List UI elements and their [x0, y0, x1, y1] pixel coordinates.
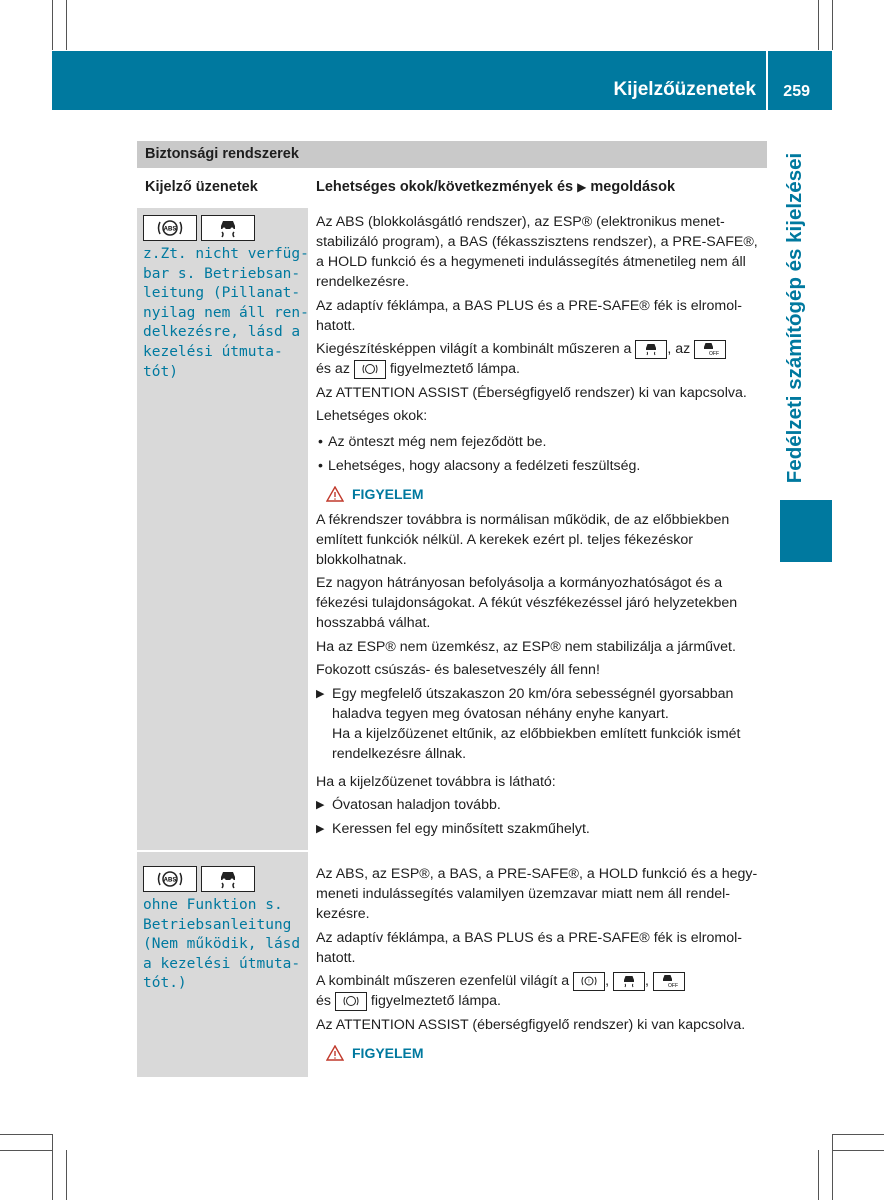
page-number: 259 [783, 83, 810, 100]
paragraph: Ha a kijelzőüzenet eltűnik, az előbbiekben említett funkciók ismét rendelkezésre állnak. [332, 725, 741, 762]
page-title: Kijelzőüzenetek [613, 79, 756, 100]
table-row [137, 208, 767, 850]
paragraph: Az ATTENTION ASSIST (Éberségfigyelő rendszer) ki van kapcsolva. [316, 384, 747, 401]
action-item [316, 684, 761, 764]
esp-skid-icon [613, 972, 645, 991]
warning-heading [316, 484, 761, 504]
crop-mark [818, 1150, 819, 1200]
esp-off-icon [653, 972, 685, 991]
display-message-text: z.Zt. nicht verfüg- bar s. Betriebsan- leitung (Pillanat- nyilag nem áll ren- delkezésre, lásd a kezelési útmuta- tót) [143, 246, 309, 380]
paragraph: Ha a kijelzőüzenet továbbra is látható: [316, 773, 556, 790]
message-table [137, 141, 767, 1077]
column-header-display: Kijelző üzenetek [145, 179, 258, 195]
brake-icon [573, 972, 605, 991]
paragraph-text: figyelmeztető lámpa. [389, 361, 520, 377]
paragraph-text: figyelmeztető lámpa. [370, 993, 502, 1009]
arrow-right-icon: ▶ [316, 687, 325, 700]
paragraph-text: A kombinált műszeren ezenfelül világít a [316, 973, 570, 989]
page-header [52, 51, 832, 110]
crop-mark [832, 1134, 833, 1200]
brake-icon [354, 360, 386, 379]
paragraph: A fékrendszer továbbra is normálisan működik, de az előbbiekben említett funkciók nélkül. A kerekek ezért pl. teljes fékezéskor blokkolhatnak. [316, 511, 730, 568]
paragraph: A kombinált műszeren ezenfelül világít a ! , , OFF és figyelmeztető lámpa. [316, 971, 761, 1011]
esp-skid-icon [201, 215, 255, 241]
warning-triangle-icon [326, 1045, 344, 1061]
esp-skid-icon [201, 866, 255, 892]
crop-mark [832, 0, 833, 50]
paragraph-text: és az [316, 361, 350, 377]
table-header-row [137, 168, 767, 208]
paragraph: Az adaptív féklámpa, a BAS PLUS és a PRE-SAFE® fék is elromolhatott. [316, 929, 743, 966]
paragraph-text: és [316, 993, 331, 1009]
paragraph-text: , az [667, 341, 691, 357]
causes-cell [308, 208, 767, 850]
arrow-right-icon: ▶ [316, 799, 325, 811]
crop-mark [0, 1150, 52, 1151]
paragraph: Óvatosan haladjon tovább. [332, 797, 501, 813]
column-header-causes: Lehetséges okok/következmények és ▶ megoldások [316, 179, 676, 195]
abs-icon [143, 215, 197, 241]
paragraph: Lehetséges okok: [316, 408, 428, 424]
svg-text:!: ! [588, 979, 590, 985]
svg-text:ABS: ABS [163, 226, 177, 233]
paragraph-text: Kiegészítésképpen világít a kombinált műszeren a [316, 341, 632, 357]
paragraph: Ez nagyon hátrányosan befolyásolja a kormányozhatóságot és a fékezési tulajdonságokat. A fékút vészfékezéssel járó helyzetekben hosszabbá válhat. [316, 575, 738, 631]
paragraph: Keressen fel egy minősített szakműhelyt. [332, 820, 590, 837]
warning-label: FIGYELEM [352, 1044, 424, 1061]
paragraph: Egy megfelelő útszakaszon 20 km/óra sebességnél gyorsabban haladva tegyen meg óvatosan néhány enyhe kanyart. [332, 685, 734, 722]
esp-off-icon [694, 340, 726, 359]
crop-mark [832, 1150, 884, 1151]
esp-skid-icon [635, 340, 667, 359]
crop-mark [52, 1134, 53, 1200]
warning-heading [316, 1043, 761, 1063]
crop-mark [818, 0, 819, 50]
crop-mark [0, 1134, 52, 1135]
list-item: • Lehetséges, hogy alacsony a fedélzeti feszültség. [316, 456, 761, 476]
warning-label: FIGYELEM [352, 485, 424, 502]
paragraph: Fokozott csúszás- és balesetveszély áll fenn! [316, 662, 600, 678]
svg-text:OFF: OFF [709, 351, 720, 356]
action-item [316, 795, 761, 815]
paragraph: Ha az ESP® nem üzemkész, az ESP® nem stabilizálja a járművet. [316, 638, 736, 655]
display-message-cell [137, 852, 308, 1077]
crop-mark [66, 1150, 67, 1200]
action-item [316, 819, 761, 839]
table-row [137, 852, 767, 1077]
causes-cell [308, 852, 767, 1077]
list-item: • Az önteszt még nem fejeződött be. [316, 432, 761, 452]
abs-icon [143, 866, 197, 892]
paragraph: Az ABS, az ESP®, a BAS, a PRE-SAFE®, a HOLD funkció és a hegymeneti indulássegítés valamilyen üzemzavar miatt nem áll rendelkezésre. [316, 866, 758, 922]
paragraph: Az ABS (blokkolásgátló rendszer), az ESP® (elektronikus menetstabilizáló program), a BAS (fékasszisztens rendszer), a PRE-SAFE®, a HOLD funkció és a hegymeneti indulássegítés átmenetileg nem áll rendelkezésre. [316, 214, 758, 290]
crop-mark [52, 0, 53, 50]
svg-text:ABS: ABS [163, 877, 177, 884]
chapter-side-label: Fedélzeti számítógép és kijelzései [783, 152, 806, 484]
paragraph [316, 339, 761, 379]
display-message-cell [137, 208, 308, 850]
svg-text:OFF: OFF [667, 983, 678, 988]
section-title: Biztonsági rendszerek [137, 141, 767, 168]
brake-icon [335, 992, 367, 1011]
display-message-text: ohne Funktion s. Betriebsanleitung (Nem működik, lásd a kezelési útmuta- tót.) [143, 897, 301, 992]
crop-mark [66, 0, 67, 50]
paragraph: Az ATTENTION ASSIST (éberségfigyelő rendszer) ki van kapcsolva. [316, 1016, 746, 1033]
paragraph: Az adaptív féklámpa, a BAS PLUS és a PRE-SAFE® fék is elromolhatott. [316, 297, 743, 334]
arrow-right-icon: ▶ [316, 822, 325, 835]
header-divider [766, 51, 768, 110]
chapter-tab-marker [780, 500, 832, 562]
crop-mark [832, 1134, 884, 1135]
warning-triangle-icon [326, 486, 344, 502]
